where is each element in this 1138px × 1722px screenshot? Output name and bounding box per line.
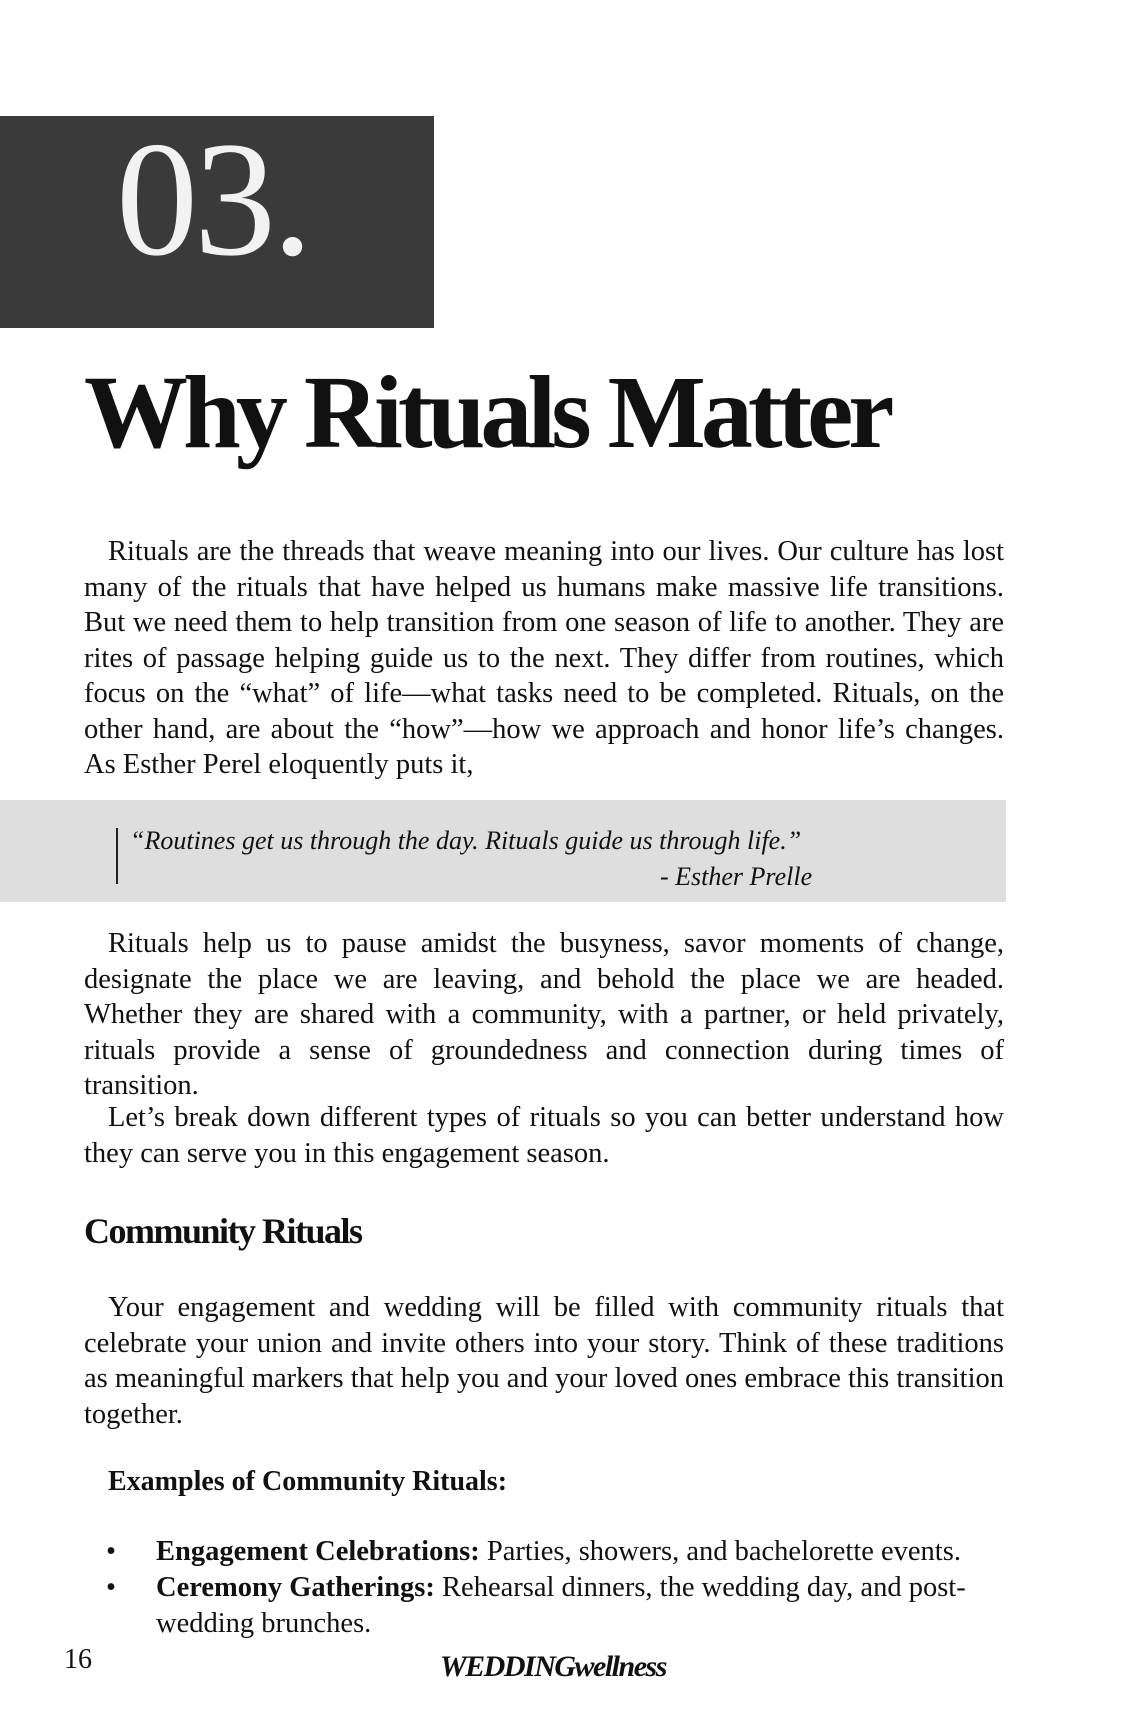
page-number: 16 bbox=[64, 1644, 92, 1675]
list-item-term: Ceremony Gatherings: bbox=[156, 1572, 435, 1603]
bullet-icon: • bbox=[106, 1572, 116, 1603]
list-item bbox=[84, 1570, 1004, 1642]
footer-brand: WEDDINGwellness bbox=[440, 1650, 666, 1683]
quote-author: - Esther Prelle bbox=[660, 862, 813, 891]
examples-heading: Examples of Community Rituals: bbox=[108, 1466, 508, 1497]
body-paragraph: Rituals help us to pause amidst the busyness, savor moments of change, designate the place we are leaving, and behold the place we are headed. Whether they are shared with a community, with a partner, or held privately, rituals provide a sense of groundedness and connection during times of transition. bbox=[84, 928, 1004, 1101]
list-item-text: Rehearsal dinners, the wedding day, and post-wedding brunches. bbox=[156, 1572, 966, 1639]
section-heading: Community Rituals bbox=[84, 1211, 362, 1251]
examples-list bbox=[84, 1534, 1004, 1642]
list-item bbox=[84, 1534, 1004, 1570]
quote-text: “Routines get us through the day. Rituals guide us through life.” bbox=[130, 826, 802, 855]
list-item-text: Parties, showers, and bachelorette events. bbox=[486, 1536, 961, 1567]
page-title: Why Rituals Matter bbox=[84, 355, 890, 470]
bullet-icon: • bbox=[106, 1536, 116, 1567]
quote-bar bbox=[116, 828, 118, 884]
intro-paragraph: Rituals are the threads that weave meaning into our lives. Our culture has lost many of the rituals that have helped us humans make massive life transitions. But we need them to help transition from one season of life to another. They are rites of passage helping guide us to the next. They differ from routines, which focus on the “what” of life—what tasks need to be completed. Rituals, on the other hand, are about the “how”—how we approach and honor life’s changes. As Esther Perel eloquently puts it, bbox=[84, 536, 1004, 780]
body-paragraph: Let’s break down different types of rituals so you can better understand how they can serve you in this engagement season. bbox=[84, 1102, 1004, 1169]
chapter-number: 03. bbox=[116, 109, 309, 290]
section-paragraph: Your engagement and wedding will be filled with community rituals that celebrate your union and invite others into your story. Think of these traditions as meaningful markers that help you and your loved ones embrace this transition together. bbox=[84, 1292, 1004, 1430]
list-item-term: Engagement Celebrations: bbox=[156, 1536, 480, 1567]
